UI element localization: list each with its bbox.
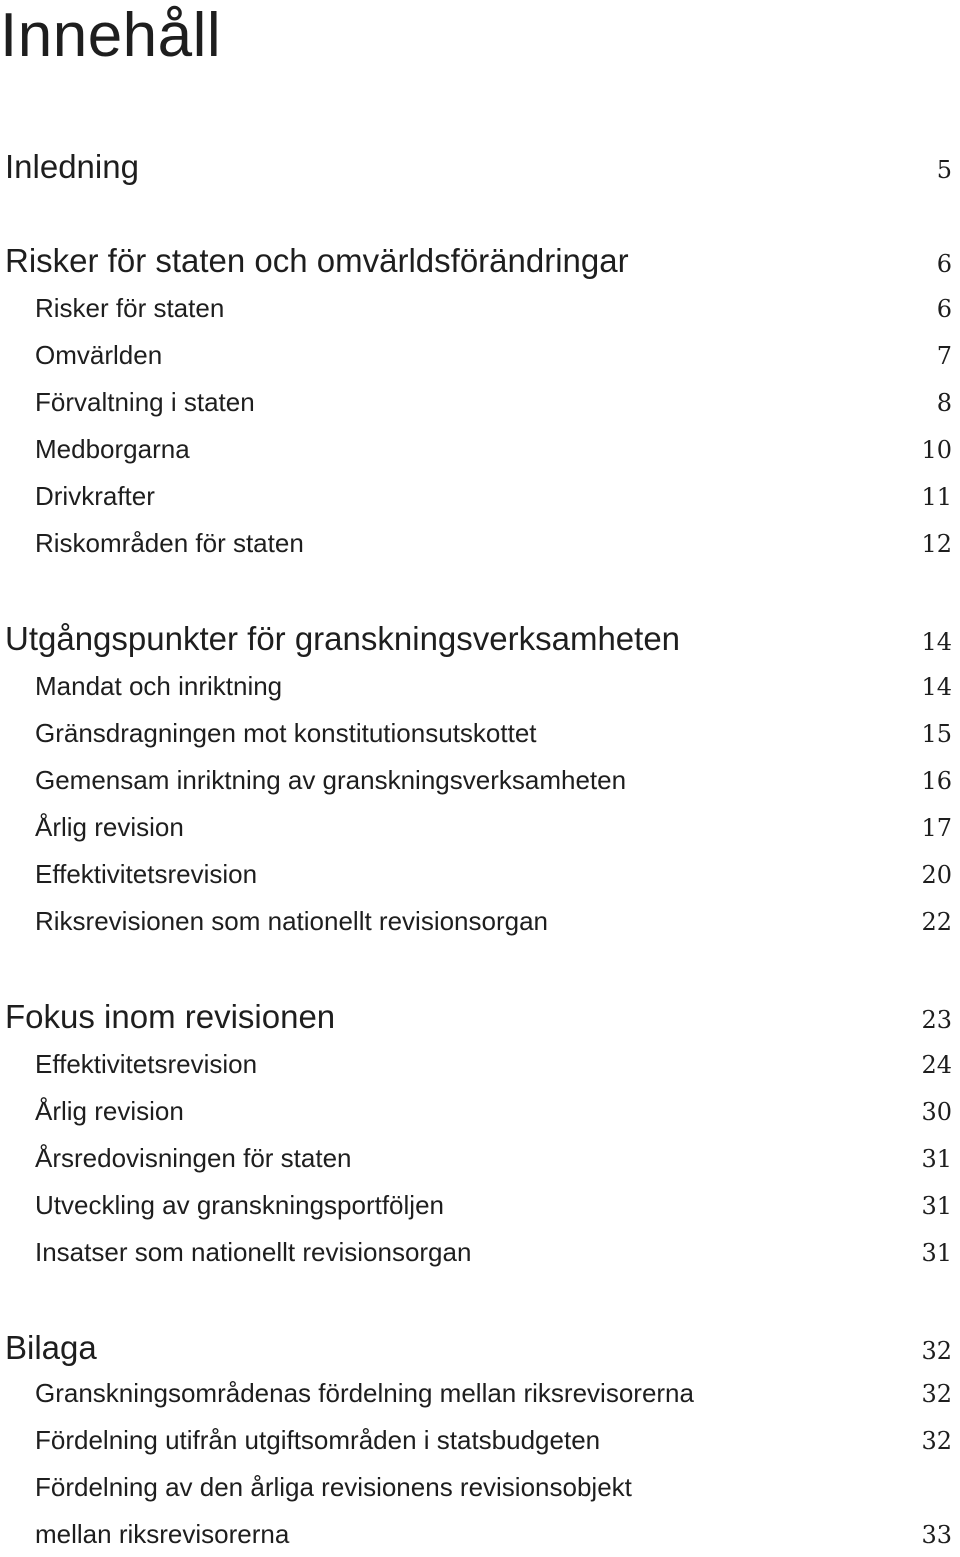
toc-subsection-entry[interactable] [0, 1096, 952, 1127]
toc-entry-page-number: 5 [936, 156, 952, 184]
toc-entry-page-number: 10 [921, 436, 952, 464]
toc-entry-page-number: 14 [921, 628, 952, 656]
toc-subsection-entry[interactable] [0, 1237, 952, 1268]
toc-entry-label: Riskområden för staten [35, 528, 304, 558]
toc-subsection-entry[interactable] [0, 528, 952, 559]
toc-section-entry[interactable] [0, 620, 952, 658]
toc-entry-page-number: 17 [921, 814, 952, 842]
toc-entry-label: Årlig revision [35, 1096, 184, 1126]
toc-entry-page-number: 31 [921, 1192, 952, 1220]
toc-subsection-entry[interactable] [0, 765, 952, 796]
toc-entry-label: Årsredovisningen för staten [35, 1143, 352, 1173]
toc-entry-page-number: 23 [921, 1006, 952, 1034]
toc-subsection-entry[interactable] [0, 340, 952, 371]
toc-entry-label: Medborgarna [35, 434, 190, 464]
toc-subsection-entry[interactable] [0, 1049, 952, 1080]
toc-entry-page-number: 24 [921, 1051, 952, 1079]
toc-entry-page-number: 22 [921, 908, 952, 936]
toc-entry-page-number: 20 [921, 861, 952, 889]
toc-entry-page-number: 14 [921, 673, 952, 701]
toc-entry-label: Bilaga [5, 1329, 97, 1366]
toc-entry-page-number: 16 [921, 767, 952, 795]
toc-entry-page-number: 7 [936, 342, 952, 370]
toc-entry-page-number: 32 [921, 1427, 952, 1455]
toc-entry-page-number: 31 [921, 1239, 952, 1267]
toc-section-entry[interactable] [0, 998, 952, 1036]
toc-entry-label: mellan riksrevisorerna [35, 1519, 290, 1549]
toc-entry-page-number: 6 [936, 295, 952, 323]
toc-entry-label: Risker för staten [35, 293, 225, 323]
toc-section-entry[interactable] [0, 242, 952, 280]
toc-subsection-entry[interactable] [0, 434, 952, 465]
toc-subsection-entry[interactable] [0, 718, 952, 749]
toc-subsection-entry[interactable] [0, 859, 952, 890]
toc-entry-page-number: 30 [921, 1098, 952, 1126]
toc-entry-page-number: 12 [921, 530, 952, 558]
toc-subsection-entry[interactable] [0, 293, 952, 324]
toc-entry-label: Insatser som nationellt revisionsorgan [35, 1237, 472, 1267]
toc-subsection-entry[interactable] [0, 1519, 952, 1550]
toc-section-entry[interactable] [0, 148, 952, 186]
toc-entry-label: Drivkrafter [35, 481, 155, 511]
toc-section-entry[interactable] [0, 1329, 952, 1367]
toc-entry-page-number: 31 [921, 1145, 952, 1173]
toc-entry-page-number: 6 [936, 250, 952, 278]
toc-entry-page-number: 15 [921, 720, 952, 748]
toc-subsection-entry[interactable] [0, 906, 952, 937]
toc-subsection-entry[interactable] [0, 671, 952, 702]
toc-entry-label: Inledning [5, 148, 139, 185]
toc-entry-label: Fokus inom revisionen [5, 998, 336, 1035]
toc-entry-label: Gemensam inriktning av granskningsverksamheten [35, 765, 627, 795]
toc-subsection-entry[interactable] [0, 481, 952, 512]
toc-subsection-entry[interactable] [0, 1378, 952, 1409]
toc-entry-label: Utveckling av granskningsportföljen [35, 1190, 444, 1220]
toc-subsection-entry[interactable] [0, 387, 952, 418]
toc-entry-label: Gränsdragningen mot konstitutionsutskottet [35, 718, 537, 748]
toc-entry-label: Effektivitetsrevision [35, 859, 258, 889]
toc-subsection-entry[interactable] [0, 812, 952, 843]
toc-entry-label: Omvärlden [35, 340, 163, 370]
toc-subsection-entry[interactable] [0, 1425, 952, 1456]
toc-entry-page-number: 11 [921, 483, 952, 511]
toc-entry-label: Utgångspunkter för granskningsverksamheten [5, 620, 681, 657]
toc-entry-label: Mandat och inriktning [35, 671, 283, 701]
page-title: Innehåll [0, 1, 222, 70]
toc-subsection-entry[interactable] [0, 1190, 952, 1221]
toc-entry-label: Fördelning utifrån utgiftsområden i statsbudgeten [35, 1425, 601, 1455]
toc-subsection-entry[interactable] [0, 1143, 952, 1174]
toc-entry-label: Förvaltning i staten [35, 387, 255, 417]
toc-entry-page-number: 32 [921, 1380, 952, 1408]
toc-entry-label: Risker för staten och omvärldsförändringar [5, 242, 629, 279]
toc-entry-label: Riksrevisionen som nationellt revisionsorgan [35, 906, 549, 936]
toc-entry-label: Årlig revision [35, 812, 184, 842]
toc-entry-label: Granskningsområdenas fördelning mellan riksrevisorerna [35, 1378, 694, 1408]
toc-entry-page-number: 32 [921, 1337, 952, 1365]
toc-entry-label: Fördelning av den årliga revisionens revisionsobjekt [35, 1472, 632, 1502]
toc-entry-label: Effektivitetsrevision [35, 1049, 258, 1079]
toc-subsection-entry[interactable] [0, 1472, 952, 1503]
toc-entry-page-number: 33 [921, 1521, 952, 1549]
toc-entry-page-number: 8 [936, 389, 952, 417]
